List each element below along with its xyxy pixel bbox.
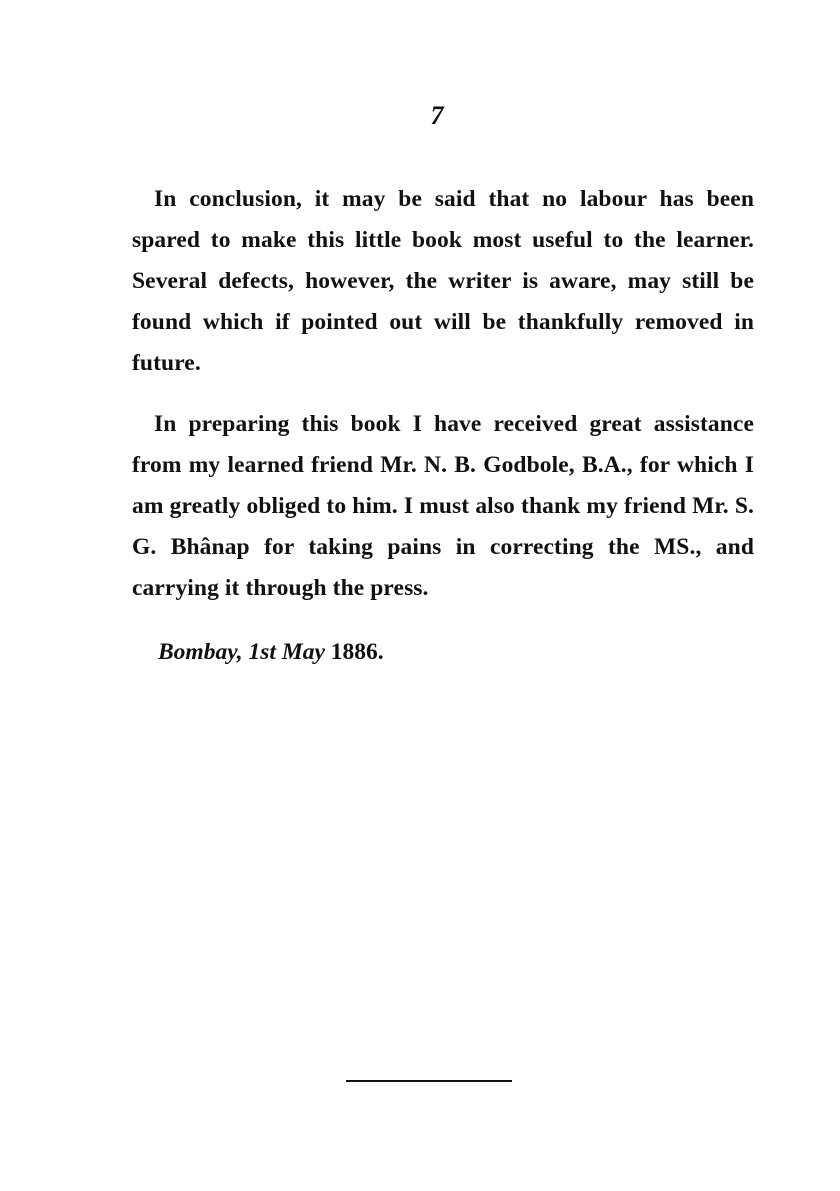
signoff-year: 1886. [330, 639, 384, 665]
signoff-month: May [281, 639, 325, 665]
end-rule-divider [346, 1080, 512, 1082]
signoff-day: 1st [248, 639, 276, 665]
paragraph-text: In preparing this book I have received great assistance from my learned friend Mr. N. B. Godbole, B.A., for which I am greatly obliged to him. I must also thank my friend Mr. S. G. Bhânap for taking pains in correcting the MS., and carrying it through the press. [132, 411, 754, 601]
paragraph-conclusion [132, 179, 754, 384]
signoff-place: Bombay, [158, 639, 243, 665]
signoff-dateline [158, 634, 384, 670]
paragraph-acknowledgements [132, 404, 754, 609]
page-number: 7 [430, 101, 444, 130]
paragraph-text: In conclusion, it may be said that no labour has been spared to make this little book most useful to the learner. Several defects, however, the writer is aware, may still be found which if pointed out will be thankfully removed in future. [132, 186, 754, 376]
